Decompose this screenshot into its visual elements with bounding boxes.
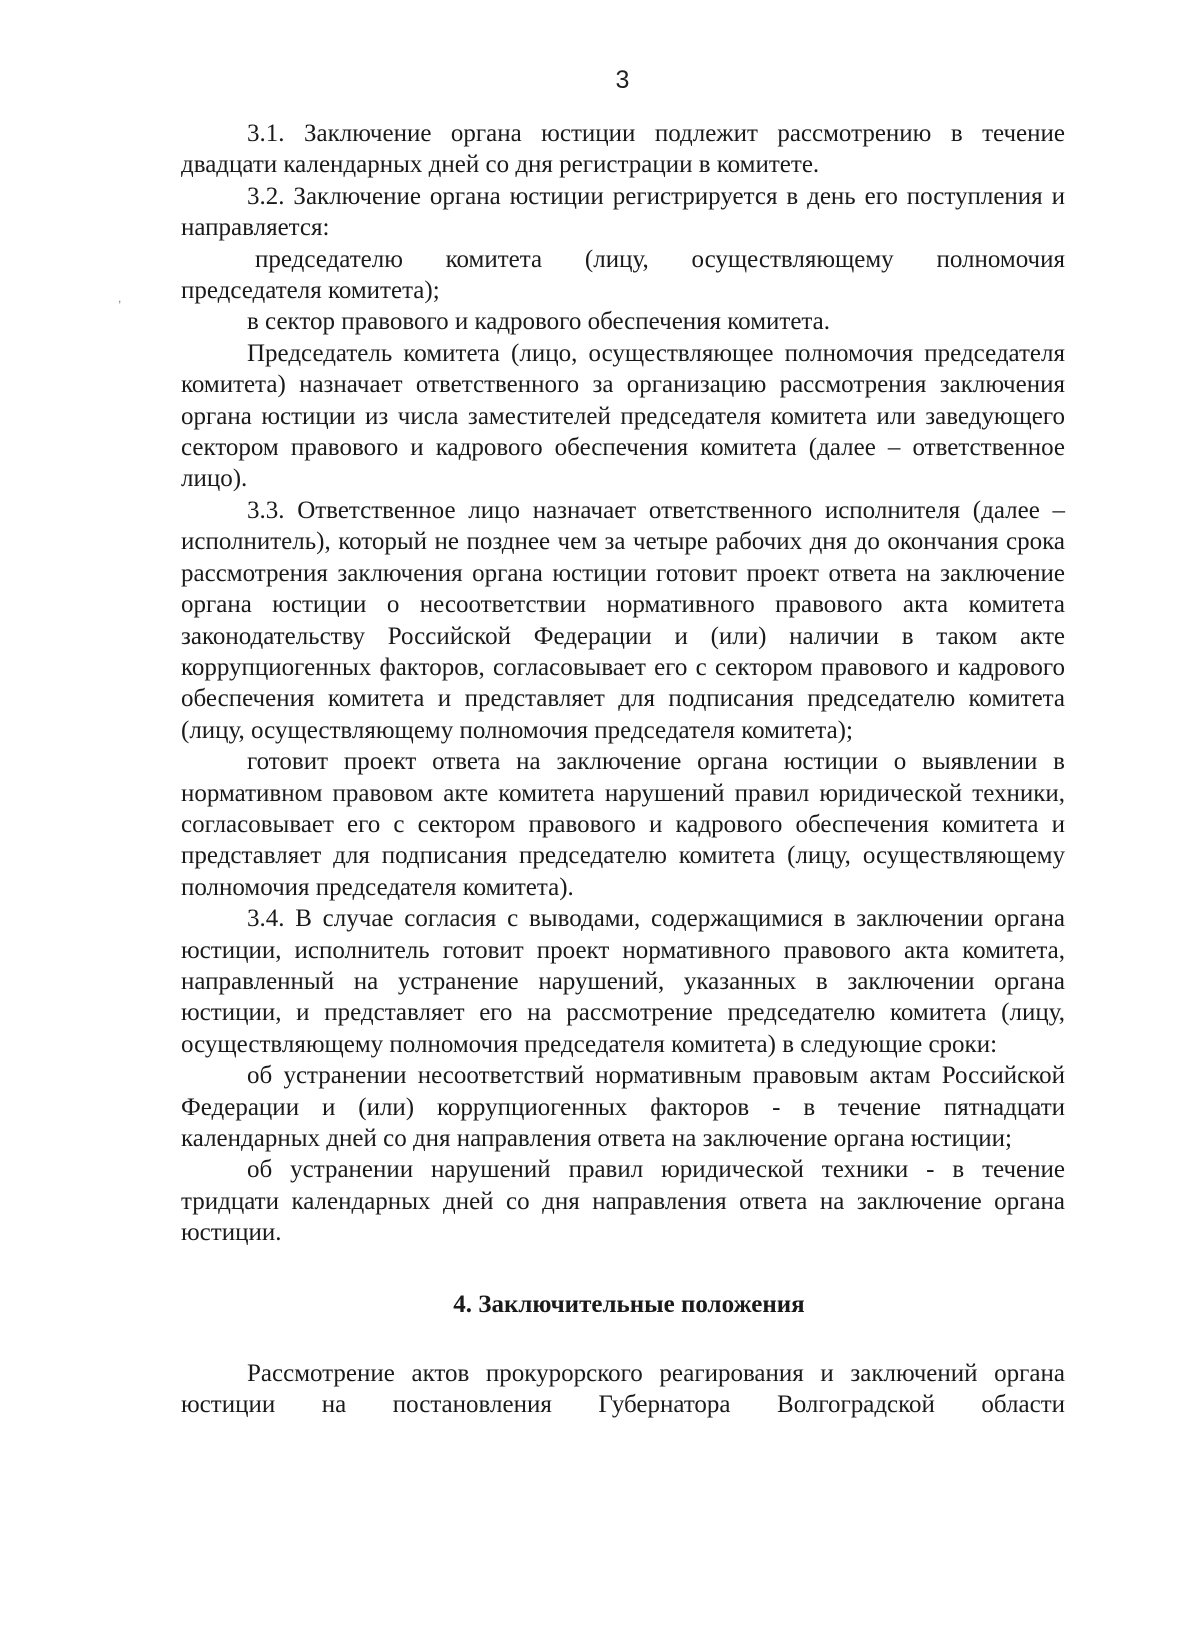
document-body [181,118,1065,1421]
scan-speck-mark: , [118,291,122,305]
paragraph-final-provisions: Рассмотрение актов прокурорского реагирования и заключений органа юстиции на постановления Губернатора Волгоградской области [181,1360,1065,1419]
paragraph-chairman-appoints: Председатель комитета (лицо, осуществляющее полномочия председателя комитета) назначает ответственного за организацию рассмотрения заключения органа юстиции из числа заместителей председателя комитета или заведующего сектором правового и кадрового обеспечения комитета (далее – ответственное лицо). [181,339,1065,493]
paragraph-deadline-inconsistencies: об устранении несоответствий нормативным правовым актам Российской Федерации и (или) коррупциогенных факторов - в течение пятнадцати календарных дней со дня направления ответа на заключение органа юстиции; [181,1062,1065,1152]
paragraph-recipient-chairman: председателю комитета (лицу, осуществляющему полномочия председателя комитета); [181,245,1065,305]
paragraph-deadline-technique: об устранении нарушений правил юридической техники - в течение тридцати календарных дней со дня направления ответа на заключение органа юстиции. [181,1156,1065,1247]
paragraph-3-1: 3.1. Заключение органа юстиции подлежит рассмотрению в течение двадцати календарных дней со дня регистрации в комитете. [181,120,1065,179]
paragraph-recipient-sector: в сектор правового и кадрового обеспечения комитета. [247,308,830,336]
paragraph-3-2: 3.2. Заключение органа юстиции регистрируется в день его поступления и направляется: [181,182,1065,242]
page-number: 3 [615,66,630,94]
paragraph-3-4: 3.4. В случае согласия с выводами, содержащимися в заключении органа юстиции, исполнитель готовит проект нормативного правового акта комитета, направленный на устранение нарушений, указанных в заключении органа юстиции, и представляет его на рассмотрение председателю комитета (лицу, осуществляющему полномочия председателя комитета) в следующие сроки: [181,905,1065,1058]
paragraph-3-3: 3.3. Ответственное лицо назначает ответственного исполнителя (далее – исполнитель), который не позднее чем за четыре рабочих дня до окончания срока рассмотрения заключения органа юстиции готовит проект ответа на заключение органа юстиции о несоответствии нормативного правового акта комитета законодательству Российской Федерации и (или) наличии в таком акте коррупциогенных факторов, согласовывает его с сектором правового и кадрового обеспечения комитета и представляет для подписания председателю комитета (лицу, осуществляющему полномочия председателя комитета); [181,496,1065,744]
paragraph-prepares-response: готовит проект ответа на заключение органа юстиции о выявлении в нормативном правовом акте комитета нарушений правил юридической техники, согласовывает его с сектором правового и кадрового обеспечения комитета и представляет для подписания председателю комитета (лицу, осуществляющему полномочия председателя комитета). [181,748,1065,901]
section-heading: 4. Заключительные положения [453,1290,805,1318]
